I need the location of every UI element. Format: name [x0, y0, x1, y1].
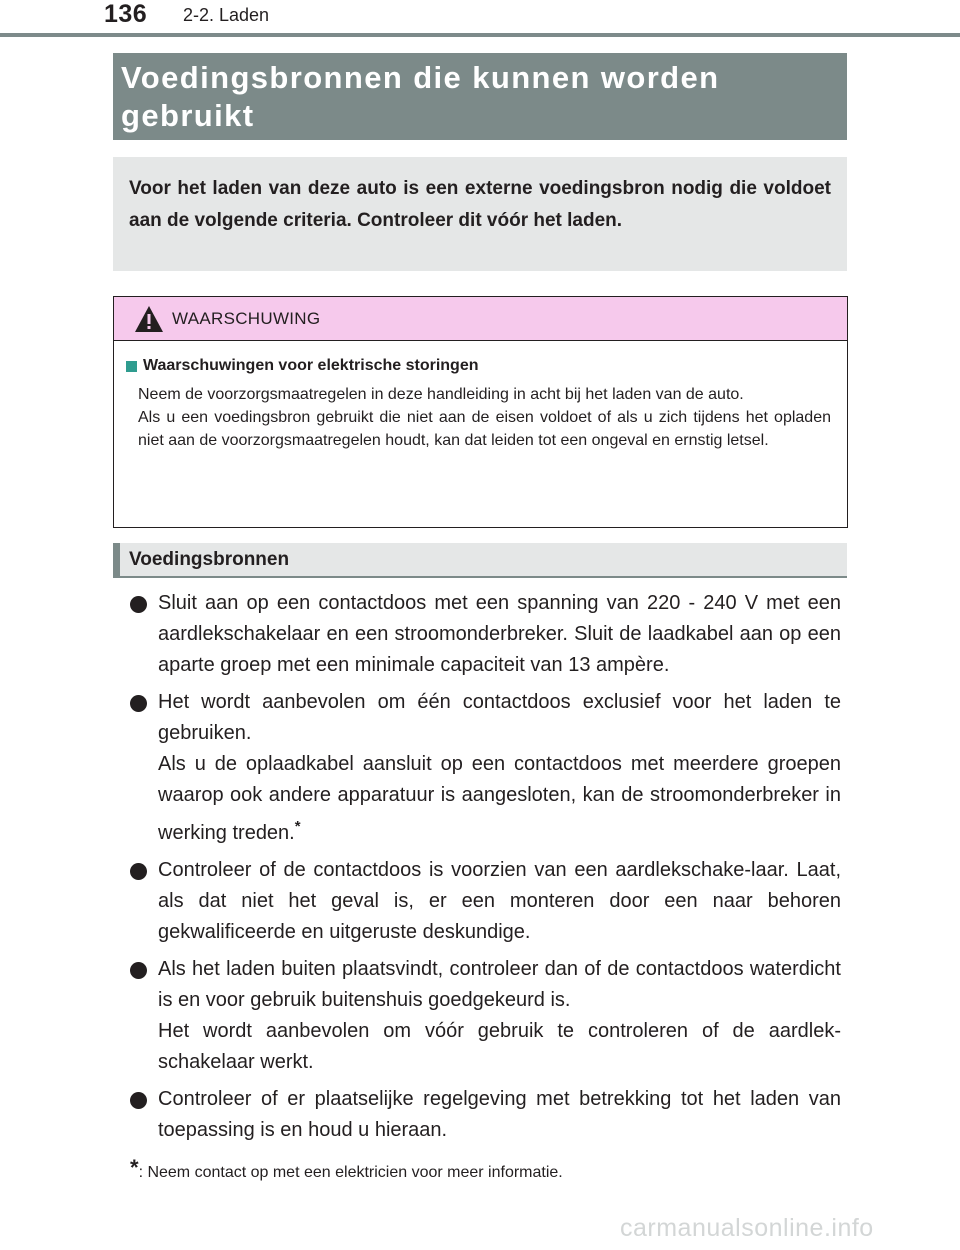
subsection-header	[113, 543, 847, 578]
footnote-reference: *	[294, 818, 301, 835]
warning-paragraph: Neem de voorzorgsmaatregelen in deze handleiding in acht bij het laden van de auto.	[138, 386, 744, 403]
list-item	[130, 687, 841, 849]
bullet-paragraph: Het wordt aanbevolen om één contactdoos exclusief voor het laden te gebruiken.	[158, 691, 841, 744]
bullet-paragraph	[158, 749, 841, 849]
warning-paragraph: Als u een voedingsbron gebruikt die niet aan de eisen voldoet of als u zich tijdens het opladen niet aan de voorzorgsmaatregelen houdt, kan dat leiden tot een ongeval en ernstig letsel.	[138, 409, 831, 449]
page-title: Voedingsbronnen die kunnen worden gebruikt	[121, 60, 720, 133]
footnote	[130, 1155, 563, 1182]
bullet-paragraph-text: Als u de oplaadkabel aansluit op een contactdoos met meerdere groepen waarop ook andere apparatuur is aangesloten, kan de stroomonderbreker in werking treden.	[158, 753, 841, 844]
warning-subhead-text: Waarschuwingen voor elektrische storingen	[143, 357, 479, 374]
bullet-dot-icon	[130, 863, 147, 880]
subsection-title: Voedingsbronnen	[129, 549, 290, 570]
list-item	[130, 1084, 841, 1146]
list-item	[130, 855, 841, 948]
square-bullet-icon	[126, 361, 137, 372]
bullet-paragraph: Controleer of er plaatselijke regelgeving met betrekking tot het laden van toepassing is en houd u hieraan.	[158, 1088, 841, 1141]
bullet-paragraph: Sluit aan op een contactdoos met een spanning van 220 - 240 V met een aardlekschakelaar en een stroomonderbreker. Sluit de laadkabel aan op een aparte groep met een minimale capaciteit van 13 ampère.	[158, 592, 841, 676]
bullet-paragraph: Het wordt aanbevolen om vóór gebruik te controleren of de aardlek-schakelaar werkt.	[158, 1020, 841, 1073]
intro-text: Voor het laden van deze auto is een externe voedingsbron nodig die voldoet aan de volgende criteria. Controleer dit vóór het laden.	[129, 178, 831, 231]
bullet-dot-icon	[130, 695, 147, 712]
footnote-mark: *	[130, 1155, 139, 1180]
list-item	[130, 954, 841, 1078]
warning-header	[114, 297, 847, 341]
bullet-dot-icon	[130, 596, 147, 613]
warning-triangle-icon	[134, 305, 164, 333]
bullet-paragraph: Controleer of de contactdoos is voorzien van een aardlekschake-laar. Laat, als dat niet het geval is, er een monteren door een naar behoren gekwalificeerde en uitgeruste deskundige.	[158, 859, 841, 943]
bullet-list	[130, 588, 841, 1152]
list-item	[130, 588, 841, 681]
bullet-dot-icon	[130, 962, 147, 979]
warning-subhead	[126, 355, 831, 377]
footnote-text: : Neem contact op met een elektricien voor meer informatie.	[138, 1164, 563, 1181]
bullet-paragraph: Als het laden buiten plaatsvindt, controleer dan of de contactdoos waterdicht is en voor gebruik buitenshuis goedgekeurd is.	[158, 958, 841, 1011]
intro-box	[113, 157, 847, 271]
warning-body	[114, 341, 847, 452]
page-number: 136	[104, 0, 148, 28]
page-header	[0, 0, 960, 40]
header-rule	[0, 33, 960, 37]
section-label: 2-2. Laden	[183, 5, 270, 25]
bullet-dot-icon	[130, 1092, 147, 1109]
watermark: carmanualsonline.info	[620, 1214, 874, 1242]
warning-title: WAARSCHUWING	[172, 309, 321, 328]
title-bar	[113, 53, 847, 140]
warning-box	[113, 296, 848, 528]
